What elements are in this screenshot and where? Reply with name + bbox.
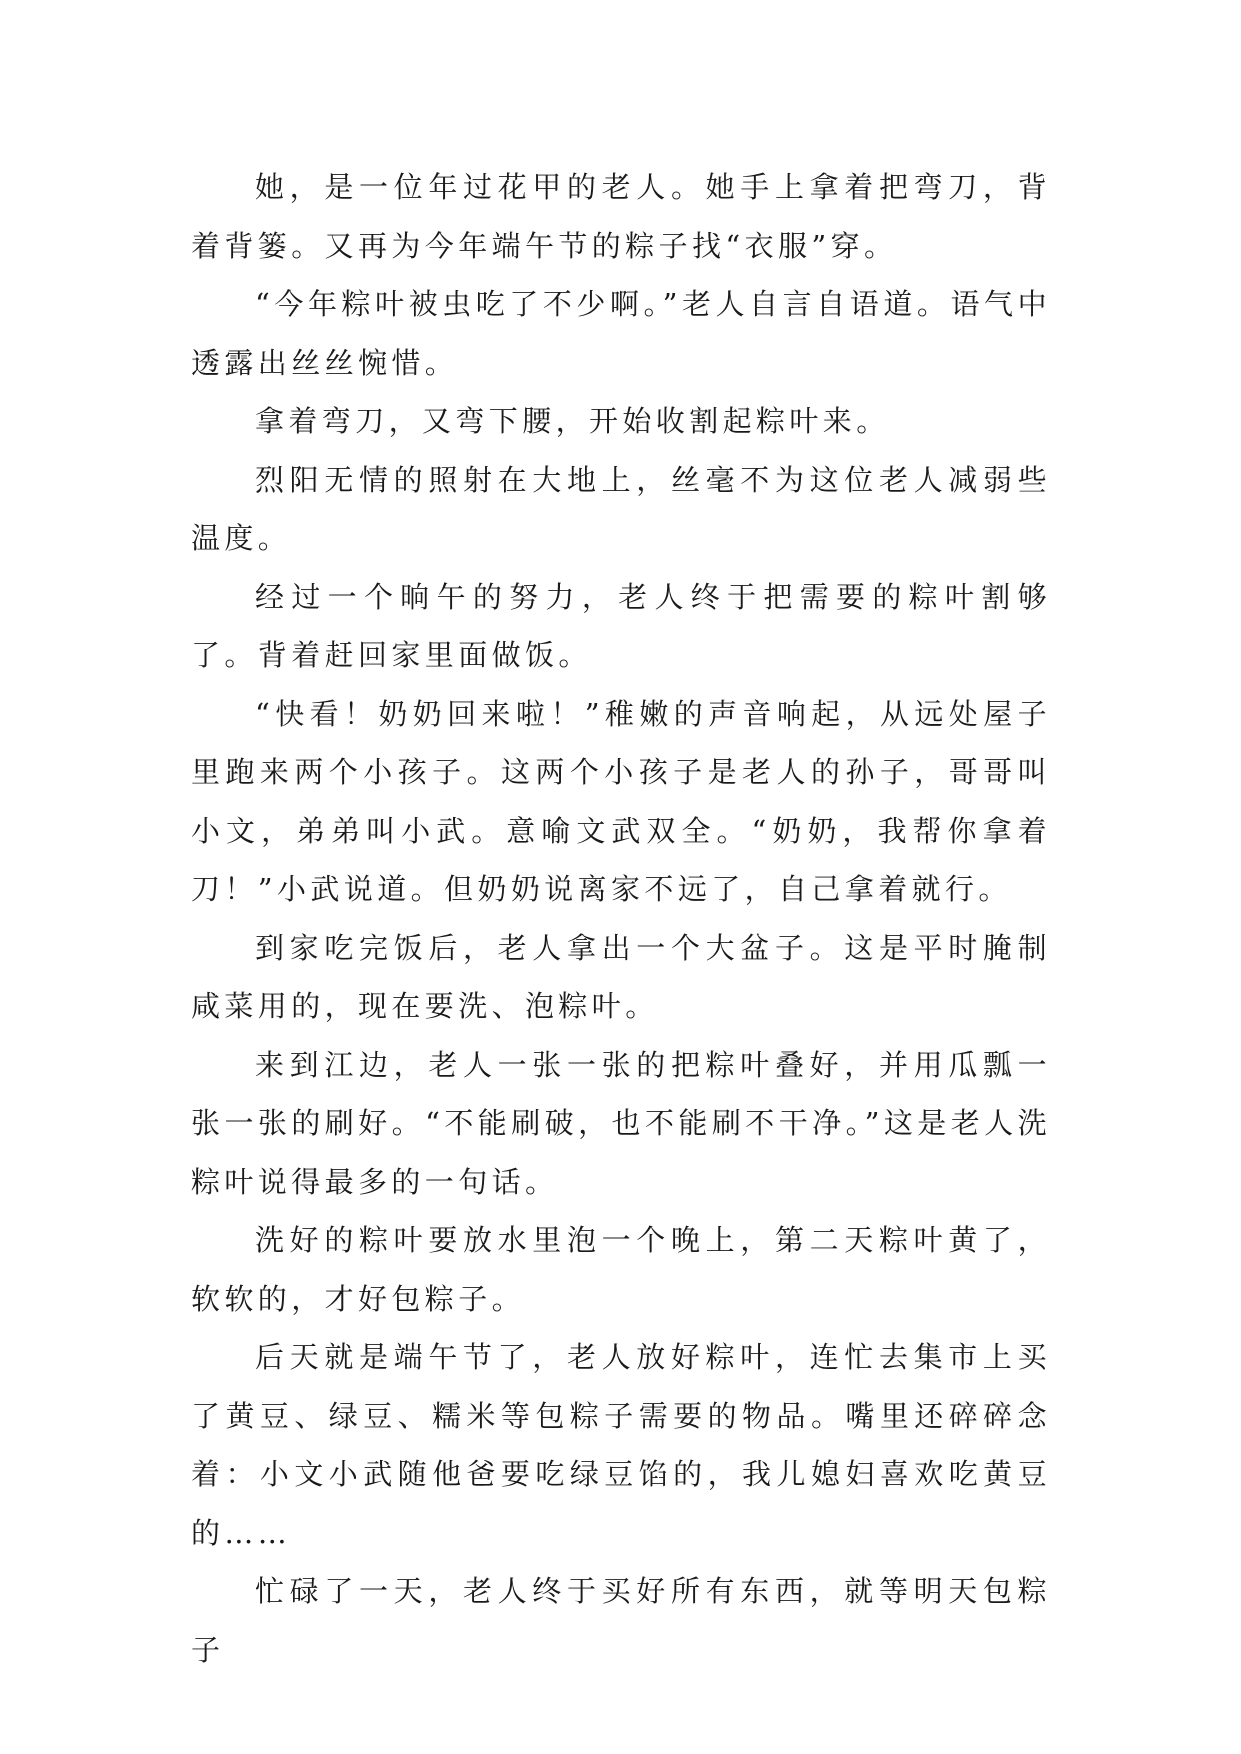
paragraph-7: 到家吃完饭后，老人拿出一个大盆子。这是平时腌制咸菜用的，现在要洗、泡粽叶。 [191, 930, 1051, 1023]
paragraph-4: 烈阳无情的照射在大地上，丝毫不为这位老人减弱些温度。 [191, 462, 1051, 555]
paragraph-3: 拿着弯刀，又弯下腰，开始收割起粽叶来。 [255, 404, 890, 438]
paragraph-6: “快看！奶奶回来啦！”稚嫩的声音响起，从远处屋子里跑来两个小孩子。这两个小孩子是老人的孙子，哥哥叫小文，弟弟叫小武。意喻文武双全。“奶奶，我帮你拿着刀！”小武说道。但奶奶说离家不远了，自己拿着就行。 [191, 696, 1051, 906]
paragraph-5: 经过一个晌午的努力，老人终于把需要的粽叶割够了。背着赶回家里面做饭。 [191, 579, 1051, 672]
paragraph-11: 忙碌了一天，老人终于买好所有东西，就等明天包粽子 [191, 1574, 1051, 1667]
paragraph-10: 后天就是端午节了，老人放好粽叶，连忙去集市上买了黄豆、绿豆、糯米等包粽子需要的物品。嘴里还碎碎念着：小文小武随他爸要吃绿豆馅的，我儿媳妇喜欢吃黄豆的…… [191, 1340, 1051, 1550]
paragraph-2: “今年粽叶被虫吃了不少啊。”老人自言自语道。语气中透露出丝丝惋惜。 [191, 287, 1051, 380]
article-body [191, 158, 1051, 1679]
paragraph-8: 来到江边，老人一张一张的把粽叶叠好，并用瓜瓢一张一张的刷好。“不能刷破，也不能刷不干净。”这是老人洗粽叶说得最多的一句话。 [191, 1047, 1051, 1199]
paragraph-9: 洗好的粽叶要放水里泡一个晚上，第二天粽叶黄了，软软的，才好包粽子。 [191, 1223, 1051, 1316]
paragraph-1: 她，是一位年过花甲的老人。她手上拿着把弯刀，背着背篓。又再为今年端午节的粽子找“衣服”穿。 [191, 170, 1051, 263]
